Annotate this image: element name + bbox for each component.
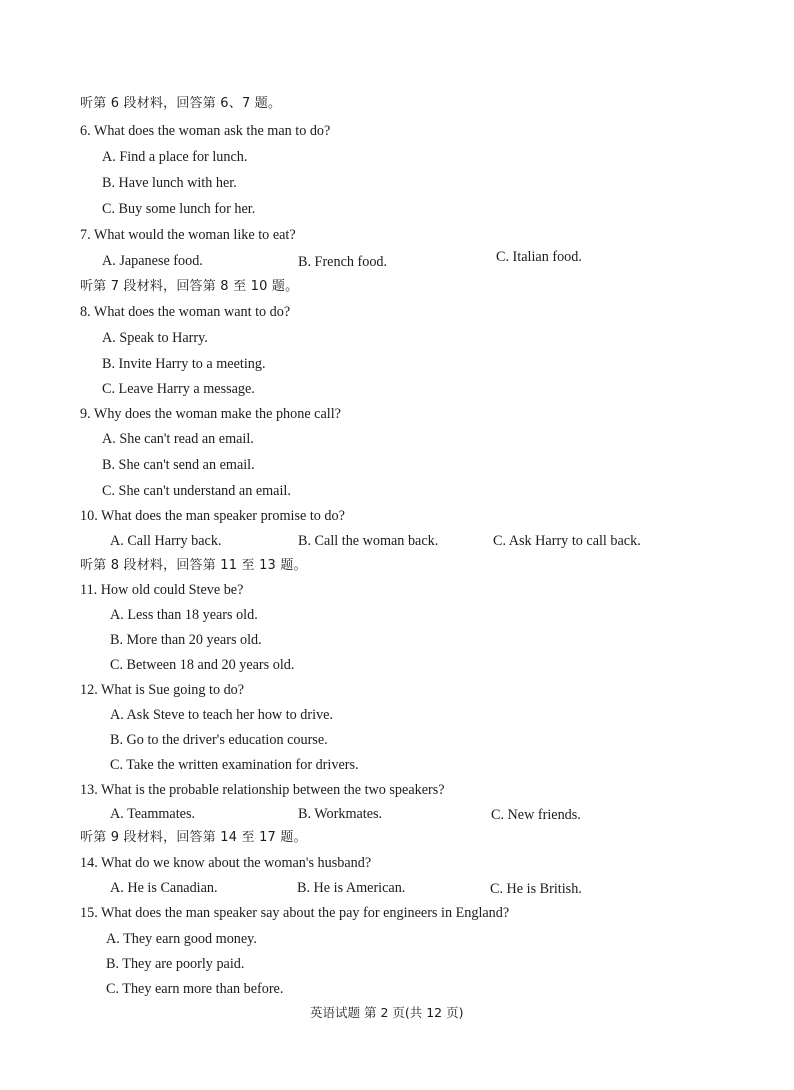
- question-14-option-c: C. He is British.: [490, 881, 582, 897]
- question-7-option-c: C. Italian food.: [496, 249, 582, 265]
- question-14-option-a: A. He is Canadian.: [110, 880, 218, 896]
- question-10-option-b: B. Call the woman back.: [298, 533, 439, 549]
- question-10-option-a: A. Call Harry back.: [110, 533, 222, 549]
- section-heading-8: 听第 8 段材料，回答第 11 至 13 题。: [80, 558, 307, 573]
- question-14-option-b: B. He is American.: [297, 880, 406, 896]
- question-12-stem: 12. What is Sue going to do?: [80, 682, 245, 698]
- question-14-stem: 14. What do we know about the woman's husband?: [80, 855, 372, 871]
- question-7-option-b: B. French food.: [298, 254, 388, 270]
- question-9-option-c: C. She can't understand an email.: [102, 483, 291, 499]
- question-15-option-c: C. They earn more than before.: [106, 981, 284, 997]
- question-13-option-b: B. Workmates.: [298, 806, 383, 822]
- question-6-option-b: B. Have lunch with her.: [102, 175, 237, 191]
- question-8-option-b: B. Invite Harry to a meeting.: [102, 356, 266, 372]
- question-15-option-b: B. They are poorly paid.: [106, 956, 245, 972]
- question-11-option-a: A. Less than 18 years old.: [110, 607, 258, 623]
- question-9-option-a: A. She can't read an email.: [102, 431, 254, 447]
- question-13-option-c: C. New friends.: [491, 807, 581, 823]
- question-12-option-b: B. Go to the driver's education course.: [110, 732, 328, 748]
- section-heading-7: 听第 7 段材料，回答第 8 至 10 题。: [80, 279, 299, 294]
- question-12-option-c: C. Take the written examination for drivers.: [110, 757, 359, 773]
- question-15-stem: 15. What does the man speaker say about the pay for engineers in England?: [80, 905, 510, 921]
- question-11-stem: 11. How old could Steve be?: [80, 582, 244, 598]
- page-footer: 英语试题 第 2 页(共 12 页): [310, 1005, 464, 1020]
- question-6-option-c: C. Buy some lunch for her.: [102, 201, 256, 217]
- question-13-stem: 13. What is the probable relationship between the two speakers?: [80, 782, 445, 798]
- question-11-option-b: B. More than 20 years old.: [110, 632, 262, 648]
- question-9-option-b: B. She can't send an email.: [102, 457, 255, 473]
- question-15-option-a: A. They earn good money.: [106, 931, 257, 947]
- question-8-option-a: A. Speak to Harry.: [102, 330, 208, 346]
- question-10-stem: 10. What does the man speaker promise to do?: [80, 508, 345, 524]
- question-10-option-c: C. Ask Harry to call back.: [493, 533, 641, 549]
- question-6-option-a: A. Find a place for lunch.: [102, 149, 248, 165]
- section-heading-6: 听第 6 段材料，回答第 6、7 题。: [80, 96, 282, 111]
- question-12-option-a: A. Ask Steve to teach her how to drive.: [110, 707, 334, 723]
- question-11-option-c: C. Between 18 and 20 years old.: [110, 657, 295, 673]
- question-8-stem: 8. What does the woman want to do?: [80, 304, 291, 320]
- question-7-stem: 7. What would the woman like to eat?: [80, 227, 296, 243]
- question-7-option-a: A. Japanese food.: [102, 253, 203, 269]
- question-13-option-a: A. Teammates.: [110, 806, 196, 822]
- question-8-option-c: C. Leave Harry a message.: [102, 381, 255, 397]
- section-heading-9: 听第 9 段材料，回答第 14 至 17 题。: [80, 830, 307, 845]
- question-6-stem: 6. What does the woman ask the man to do?: [80, 123, 331, 139]
- question-9-stem: 9. Why does the woman make the phone call?: [80, 406, 341, 422]
